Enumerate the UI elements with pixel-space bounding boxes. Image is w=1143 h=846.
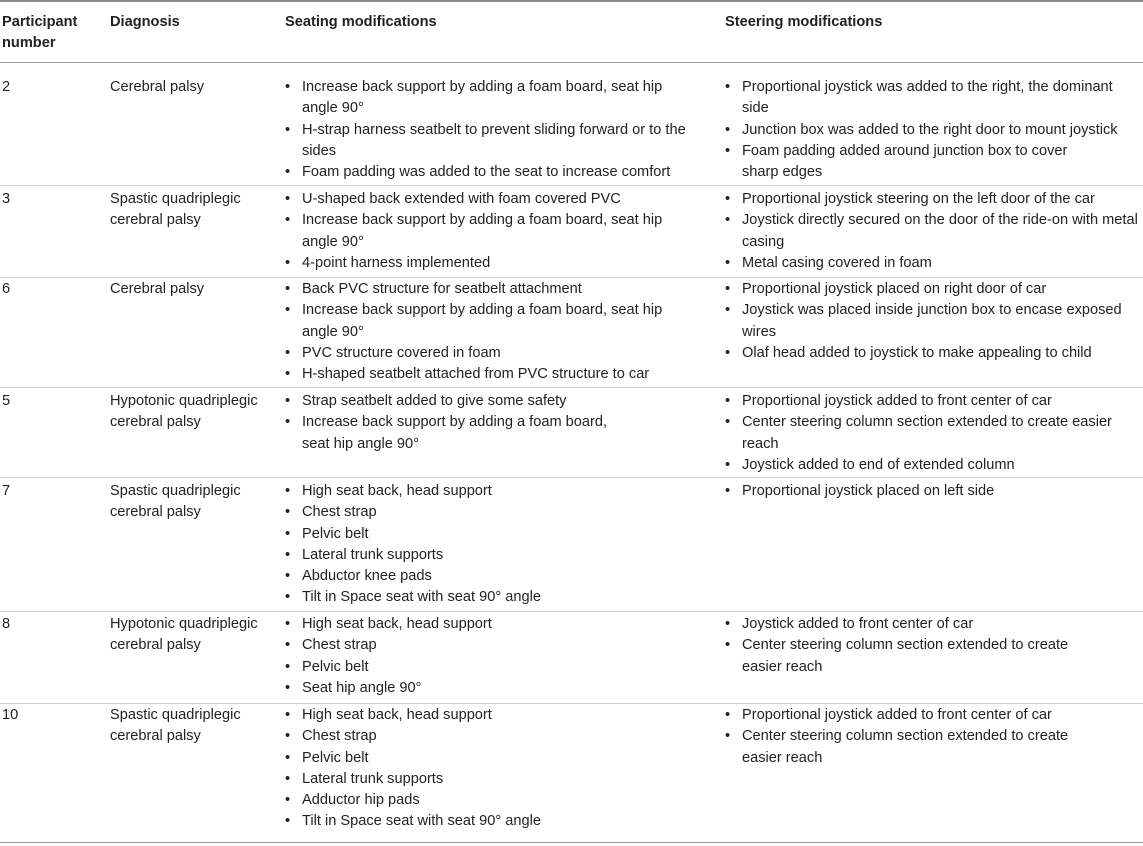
list-item: • Proportional joystick placed on left side bbox=[725, 481, 1143, 502]
steering-list bbox=[725, 391, 1143, 476]
row-divider bbox=[0, 277, 1143, 278]
list-item: • Pelvic belt bbox=[285, 657, 700, 678]
seating-list bbox=[285, 481, 700, 609]
list-item: • Olaf head added to joystick to make appealing to child bbox=[725, 343, 1143, 364]
row-divider bbox=[0, 185, 1143, 186]
list-item: • Foam padding was added to the seat to increase comfort bbox=[285, 162, 700, 183]
header-seating-modifications: Seating modifications bbox=[285, 14, 437, 30]
list-item: • High seat back, head support bbox=[285, 481, 700, 502]
list-item: • Tilt in Space seat with seat 90° angle bbox=[285, 811, 700, 832]
list-item: • Junction box was added to the right door to mount joystick bbox=[725, 120, 1143, 141]
list-item: • H-strap harness seatbelt to prevent sliding forward or to the sides bbox=[285, 120, 700, 163]
diagnosis-cell: Cerebral palsy bbox=[110, 79, 205, 95]
diagnosis-cell: Spastic quadriplegic cerebral palsy bbox=[110, 483, 241, 521]
list-item: • Proportional joystick steering on the left door of the car bbox=[725, 189, 1143, 210]
header-steering-modifications: Steering modifications bbox=[725, 14, 883, 30]
list-item: • Pelvic belt bbox=[285, 748, 700, 769]
list-item: • Increase back support by adding a foam board, seat hip angle 90° bbox=[285, 210, 700, 253]
list-item: • Joystick added to front center of car bbox=[725, 614, 1143, 635]
list-item: • Foam padding added around junction box to cover sharp edges bbox=[725, 141, 1087, 184]
list-item: • Chest strap bbox=[285, 726, 700, 747]
seating-list bbox=[285, 391, 625, 455]
steering-list bbox=[725, 481, 1143, 502]
participant-number-cell: 8 bbox=[2, 616, 11, 632]
list-item: • Proportional joystick placed on right door of car bbox=[725, 279, 1143, 300]
list-item: • Chest strap bbox=[285, 502, 700, 523]
table-bottom-rule bbox=[0, 842, 1143, 843]
diagnosis-cell: Spastic quadriplegic cerebral palsy bbox=[110, 191, 241, 229]
list-item: • Joystick directly secured on the door of the ride-on with metal casing bbox=[725, 210, 1143, 253]
list-item: • Tilt in Space seat with seat 90° angle bbox=[285, 587, 700, 608]
list-item: • Pelvic belt bbox=[285, 524, 700, 545]
seating-list bbox=[285, 279, 700, 385]
header-diagnosis: Diagnosis bbox=[110, 14, 180, 30]
seating-list bbox=[285, 189, 700, 274]
list-item: • Proportional joystick was added to the right, the dominant side bbox=[725, 77, 1143, 120]
list-item: • Proportional joystick added to front center of car bbox=[725, 391, 1143, 412]
list-item: • Center steering column section extended to create easier reach bbox=[725, 635, 1107, 678]
participant-number-cell: 7 bbox=[2, 483, 11, 499]
steering-list bbox=[725, 279, 1143, 364]
participant-number-cell: 3 bbox=[2, 191, 11, 207]
row-divider bbox=[0, 387, 1143, 388]
participant-number-cell: 2 bbox=[2, 79, 11, 95]
list-item: • Lateral trunk supports bbox=[285, 769, 700, 790]
list-item: • Increase back support by adding a foam board, seat hip angle 90° bbox=[285, 412, 625, 455]
list-item: • Increase back support by adding a foam board, seat hip angle 90° bbox=[285, 77, 700, 120]
list-item: • Seat hip angle 90° bbox=[285, 678, 700, 699]
row-divider bbox=[0, 477, 1143, 478]
list-item: • H-shaped seatbelt attached from PVC structure to car bbox=[285, 364, 700, 385]
list-item: • Joystick was placed inside junction box to encase exposed wires bbox=[725, 300, 1143, 343]
steering-list bbox=[725, 189, 1143, 274]
row-divider bbox=[0, 703, 1143, 704]
list-item: • High seat back, head support bbox=[285, 705, 700, 726]
list-item: • Center steering column section extended to create easier reach bbox=[725, 412, 1143, 455]
list-item: • Proportional joystick added to front center of car bbox=[725, 705, 1143, 726]
header-participant-number: Participant number bbox=[2, 14, 78, 52]
list-item: • U-shaped back extended with foam covered PVC bbox=[285, 189, 700, 210]
participant-number-cell: 5 bbox=[2, 393, 11, 409]
list-item: • Lateral trunk supports bbox=[285, 545, 700, 566]
participant-number-cell: 6 bbox=[2, 281, 11, 297]
list-item: • Metal casing covered in foam bbox=[725, 253, 1143, 274]
list-item: • PVC structure covered in foam bbox=[285, 343, 700, 364]
list-item: • Chest strap bbox=[285, 635, 700, 656]
steering-list bbox=[725, 705, 1143, 769]
participant-number-cell: 10 bbox=[2, 707, 19, 723]
diagnosis-cell: Cerebral palsy bbox=[110, 281, 205, 297]
diagnosis-cell: Hypotonic quadriplegic cerebral palsy bbox=[110, 616, 258, 654]
steering-list bbox=[725, 614, 1143, 678]
seating-list bbox=[285, 77, 700, 183]
diagnosis-cell: Hypotonic quadriplegic cerebral palsy bbox=[110, 393, 258, 431]
list-item: • Back PVC structure for seatbelt attachment bbox=[285, 279, 700, 300]
seating-list bbox=[285, 614, 700, 699]
list-item: • Adductor hip pads bbox=[285, 790, 700, 811]
list-item: • 4-point harness implemented bbox=[285, 253, 700, 274]
table-top-rule bbox=[0, 0, 1143, 2]
list-item: • High seat back, head support bbox=[285, 614, 700, 635]
header-rule bbox=[0, 62, 1143, 63]
steering-list bbox=[725, 77, 1143, 183]
list-item: • Increase back support by adding a foam board, seat hip angle 90° bbox=[285, 300, 700, 343]
list-item: • Strap seatbelt added to give some safety bbox=[285, 391, 625, 412]
diagnosis-cell: Spastic quadriplegic cerebral palsy bbox=[110, 707, 241, 745]
list-item: • Abductor knee pads bbox=[285, 566, 700, 587]
list-item: • Center steering column section extended to create easier reach bbox=[725, 726, 1107, 769]
list-item: • Joystick added to end of extended column bbox=[725, 455, 1143, 476]
row-divider bbox=[0, 611, 1143, 612]
seating-list bbox=[285, 705, 700, 833]
